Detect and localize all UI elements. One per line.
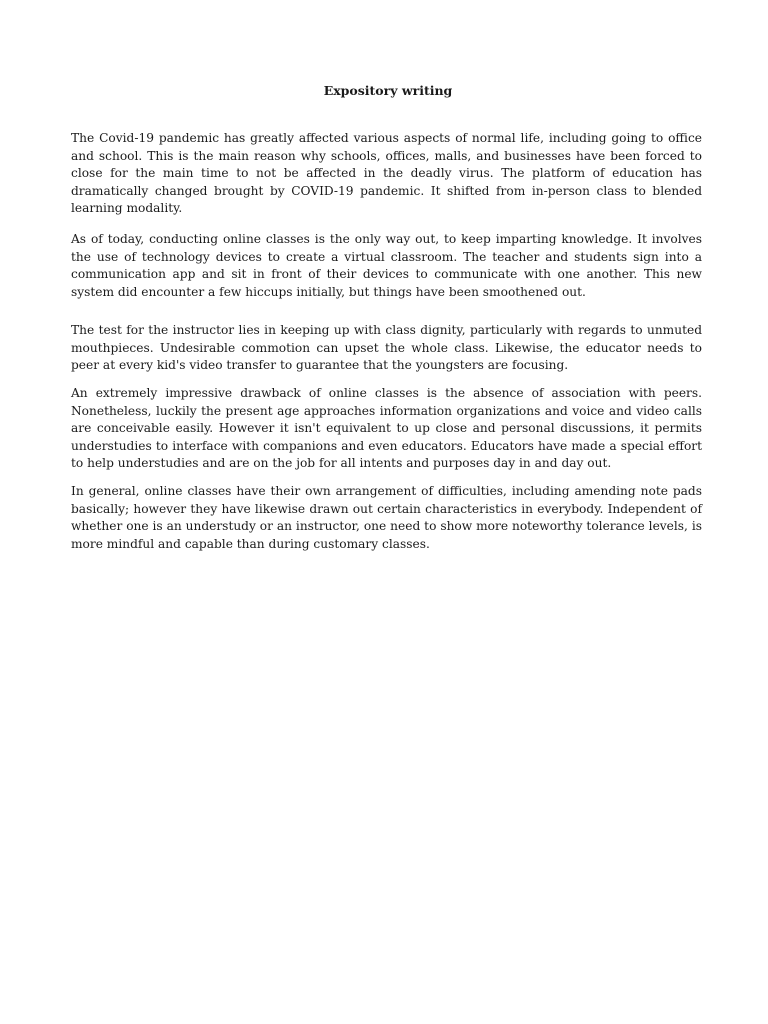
- paragraph-4: An extremely impressive drawback of online classes is the absence of association with peers. Nonetheless, luckily the present age approaches information organizations and voice and video calls are conceivable easily. However it isn't equivalent to up close and personal discussions, it permits understudies to interface with companions and even educators. Educators have made a special effort to help understudies and are on the job for all intents and purposes day in and day out.: [71, 386, 702, 471]
- paragraph-3: The test for the instructor lies in keeping up with class dignity, particularly with regards to unmuted mouthpieces. Undesirable commotion can upset the whole class. Likewise, the educator needs to peer at every kid's video transfer to guarantee that the youngsters are focusing.: [71, 323, 702, 373]
- paragraph-2: As of today, conducting online classes is the only way out, to keep imparting knowledge. It involves the use of technology devices to create a virtual classroom. The teacher and students sign into a communication app and sit in front of their devices to communicate with one another. This new system did encounter a few hiccups initially, but things have been smoothened out.: [71, 232, 702, 299]
- page-title: Expository writing: [323, 83, 453, 98]
- paragraph-5: In general, online classes have their own arrangement of difficulties, including amending note pads basically; however they have likewise drawn out certain characteristics in everybody. Independent of whether one is an understudy or an instructor, one need to show more noteworthy tolerance levels, is more mindful and capable than during customary classes.: [71, 484, 702, 551]
- paragraph-1: The Covid-19 pandemic has greatly affected various aspects of normal life, including going to office and school. This is the main reason why schools, offices, malls, and businesses have been forced to close for the main time to not be affected in the deadly virus. The platform of education has dramatically changed brought by COVID-19 pandemic. It shifted from in-person class to blended learning modality.: [71, 131, 702, 216]
